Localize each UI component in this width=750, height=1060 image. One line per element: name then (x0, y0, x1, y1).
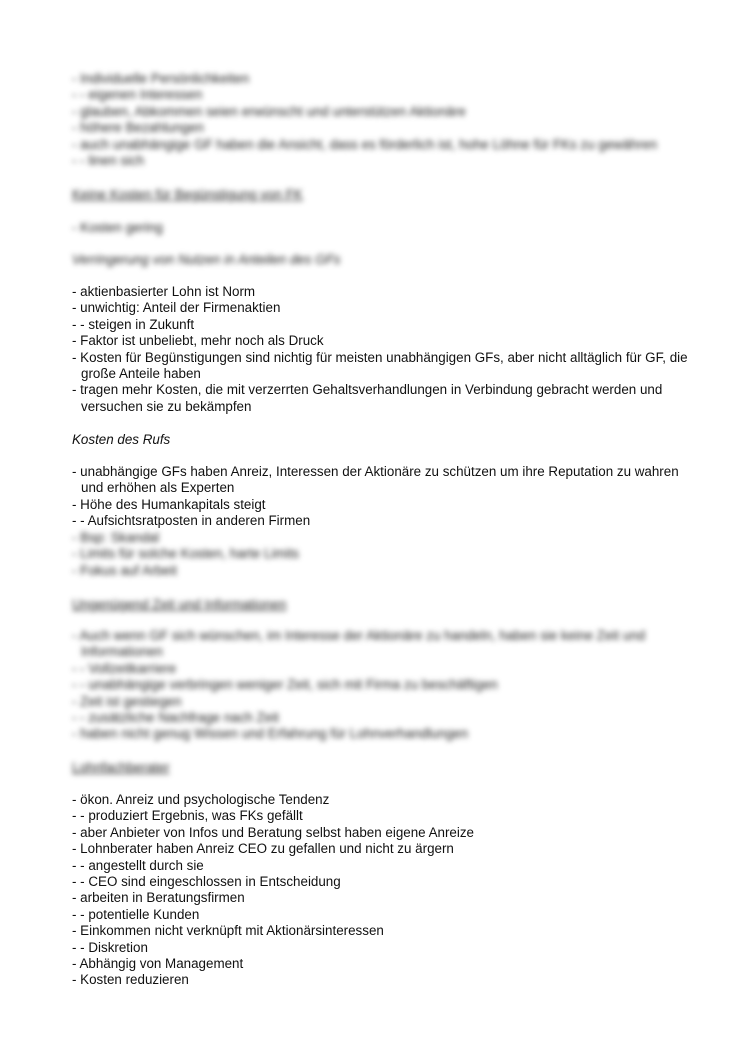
section-heading: Verringerung von Nutzen in Anteilen des GFs (72, 252, 341, 267)
list-item: - Kosten gering (72, 220, 163, 235)
section-heading: Lohnfachberater (72, 760, 170, 775)
list-item: - unwichtig: Anteil der Firmenaktien (72, 300, 281, 316)
list-item: - - CEO sind eingeschlossen in Entscheidung (72, 874, 341, 890)
list-item: - Zeit ist gestiegen (72, 693, 182, 709)
list-item: - unabhängige GFs haben Anreiz, Interessen der Aktionäre zu schützen um ihre Reputation zu wahren und erhöhen als Experten (72, 464, 679, 496)
list-item: - - Vollzeitkarriere (72, 660, 177, 676)
list-item: - Fokus auf Arbeit (72, 562, 177, 578)
list-item: - Auch wenn GF sich wünschen, im Interesse der Aktionäre zu handeln, haben sie keine Zeit und Informationen (72, 628, 646, 660)
list-item: - Individuelle Persönlichkeiten (72, 71, 250, 86)
list-item: - Faktor ist unbeliebt, mehr noch als Druck (72, 333, 324, 349)
section-kosten-rufs (72, 432, 702, 448)
kosten-rufs-list (72, 464, 702, 530)
lohnfachberater-list (72, 792, 702, 989)
list-item: - Lohnberater haben Anreiz CEO zu gefallen und nicht zu ärgern (72, 841, 454, 857)
list-item: - tragen mehr Kosten, die mit verzerrten Gehaltsverhandlungen in Verbindung gebracht werden und versuchen sie zu bekämpfen (72, 382, 663, 414)
section-heading: Kosten des Rufs (72, 432, 171, 447)
list-item: - - Diskretion (72, 939, 148, 955)
list-item: - Limits für solche Kosten, harte Limits (72, 546, 299, 562)
list-item: - ökon. Anreiz und psychologische Tendenz (72, 792, 330, 807)
section-heading: Ungenügend Zeit und Informationen (72, 597, 287, 612)
list-item: - auch unabhängige GF haben die Ansicht, dass es förderlich ist, hohe Löhne für FKs zu gewähren (72, 136, 658, 152)
list-item: - - steigen in Zukunft (72, 316, 195, 332)
list-item: - Einkommen nicht verknüpft mit Aktionärsinteressen (72, 923, 384, 939)
list-item: - haben nicht genug Wissen und Erfahrung für Lohnverhandlungen (72, 726, 469, 742)
section-lohnfachberater (72, 760, 702, 776)
list-item: - Bsp: Skandal (72, 530, 160, 545)
ungenuegend-list (72, 628, 702, 743)
list-item: - - produziert Ergebnis, was FKs gefällt (72, 808, 303, 824)
list-item: - arbeiten in Beratungsfirmen (72, 890, 245, 906)
kosten-rufs-blurred-list (72, 530, 702, 579)
list-item: - höhere Bezahlungen (72, 120, 204, 136)
list-item: - - Aufsichtsratposten in anderen Firmen (72, 513, 311, 529)
section-verringerung (72, 252, 702, 268)
list-item: - Abhängig von Management (72, 956, 244, 972)
list-item: - - potentielle Kunden (72, 906, 200, 922)
section-heading: Keine Kosten für Begünstigung von FK (72, 187, 303, 202)
list-item: - aber Anbieter von Infos und Beratung selbst haben eigene Anreize (72, 824, 474, 840)
list-item: - Höhe des Humankapitals steigt (72, 496, 266, 512)
list-item: - glauben, Abkommen seien erwünscht und unterstützen Aktionäre (72, 103, 466, 119)
list-item: - - unabhängige verbringen weniger Zeit, sich mit Firma zu beschäftigen (72, 677, 498, 693)
list-item: - Kosten reduzieren (72, 972, 189, 988)
intro-list (72, 71, 702, 169)
list-item: - - zusätzliche Nachfrage nach Zeit (72, 710, 279, 726)
section-ungenuegend (72, 597, 702, 613)
list-item: - - linen sich (72, 153, 145, 169)
list-item: - aktienbasierter Lohn ist Norm (72, 284, 256, 299)
list-item: - Kosten für Begünstigungen sind nichtig für meisten unabhängigen GFs, aber nicht alltäglich für GF, die große Anteile haben (72, 349, 688, 382)
list-item: - - eigenen Interessen (72, 87, 203, 103)
list-item: - - angestellt durch sie (72, 857, 204, 873)
keine-kosten-list (72, 220, 702, 236)
verringerung-list (72, 284, 702, 415)
section-keine-kosten (72, 187, 702, 203)
